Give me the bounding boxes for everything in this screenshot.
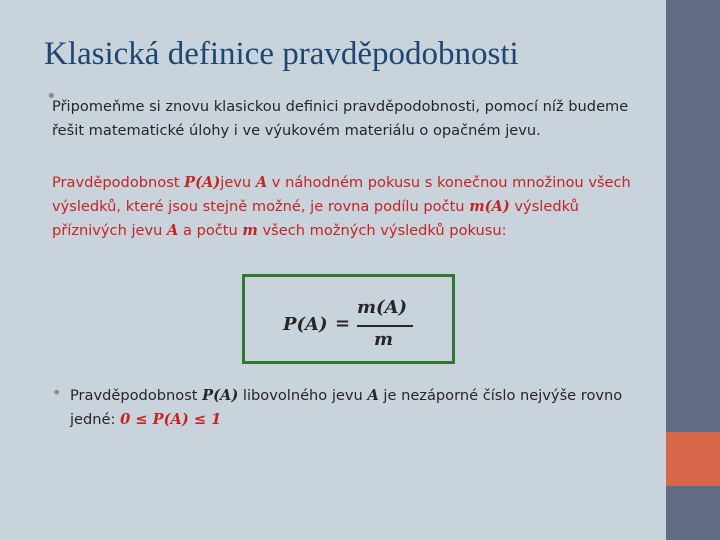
- inequality: 0 ≤ P(A) ≤ 1: [120, 411, 222, 428]
- formula-denominator: m: [374, 329, 394, 350]
- math-term: P(A): [184, 174, 221, 191]
- definition-paragraph: [52, 171, 657, 243]
- property-text: Pravděpodobnost: [70, 387, 203, 404]
- side-accent-block: [666, 432, 720, 486]
- bullet-marker: •: [52, 383, 62, 402]
- fraction-bar: [357, 325, 413, 327]
- formula-lhs: P(A): [283, 314, 328, 335]
- math-term: m: [242, 222, 258, 239]
- property-text: je nezáporné číslo nejvýše rovno jedné:: [70, 387, 623, 428]
- property-paragraph: [70, 384, 655, 432]
- intro-paragraph: Připomeňme si znovu klasickou definici pravděpodobnosti, pomocí níž budeme řešit matematické úlohy i ve výukovém materiálu o opačném jevu.: [52, 98, 629, 139]
- math-term: A: [367, 387, 379, 404]
- math-term: A: [167, 222, 179, 239]
- slide-title: Klasická definice pravděpodobnosti: [44, 36, 519, 72]
- property-text: libovolného jevu: [238, 387, 368, 404]
- definition-text: jevu: [220, 174, 256, 191]
- bullet-marker: •: [46, 86, 57, 107]
- definition-text: výsledků příznivých jevu: [52, 198, 579, 239]
- definition-text: v náhodném pokusu s konečnou množinou všech výsledků, které jsou stejně možné, je rovna podílu počtu: [52, 174, 631, 215]
- formula-numerator: m(A): [357, 297, 408, 318]
- definition-text: a počtu: [178, 222, 243, 239]
- math-term: A: [255, 174, 268, 191]
- definition-text: všech možných výsledků pokusu:: [257, 222, 507, 239]
- formula-equals: =: [335, 313, 351, 334]
- math-term: m(A): [469, 198, 510, 215]
- definition-text: Pravděpodobnost: [52, 174, 185, 191]
- math-term: P(A): [202, 387, 239, 404]
